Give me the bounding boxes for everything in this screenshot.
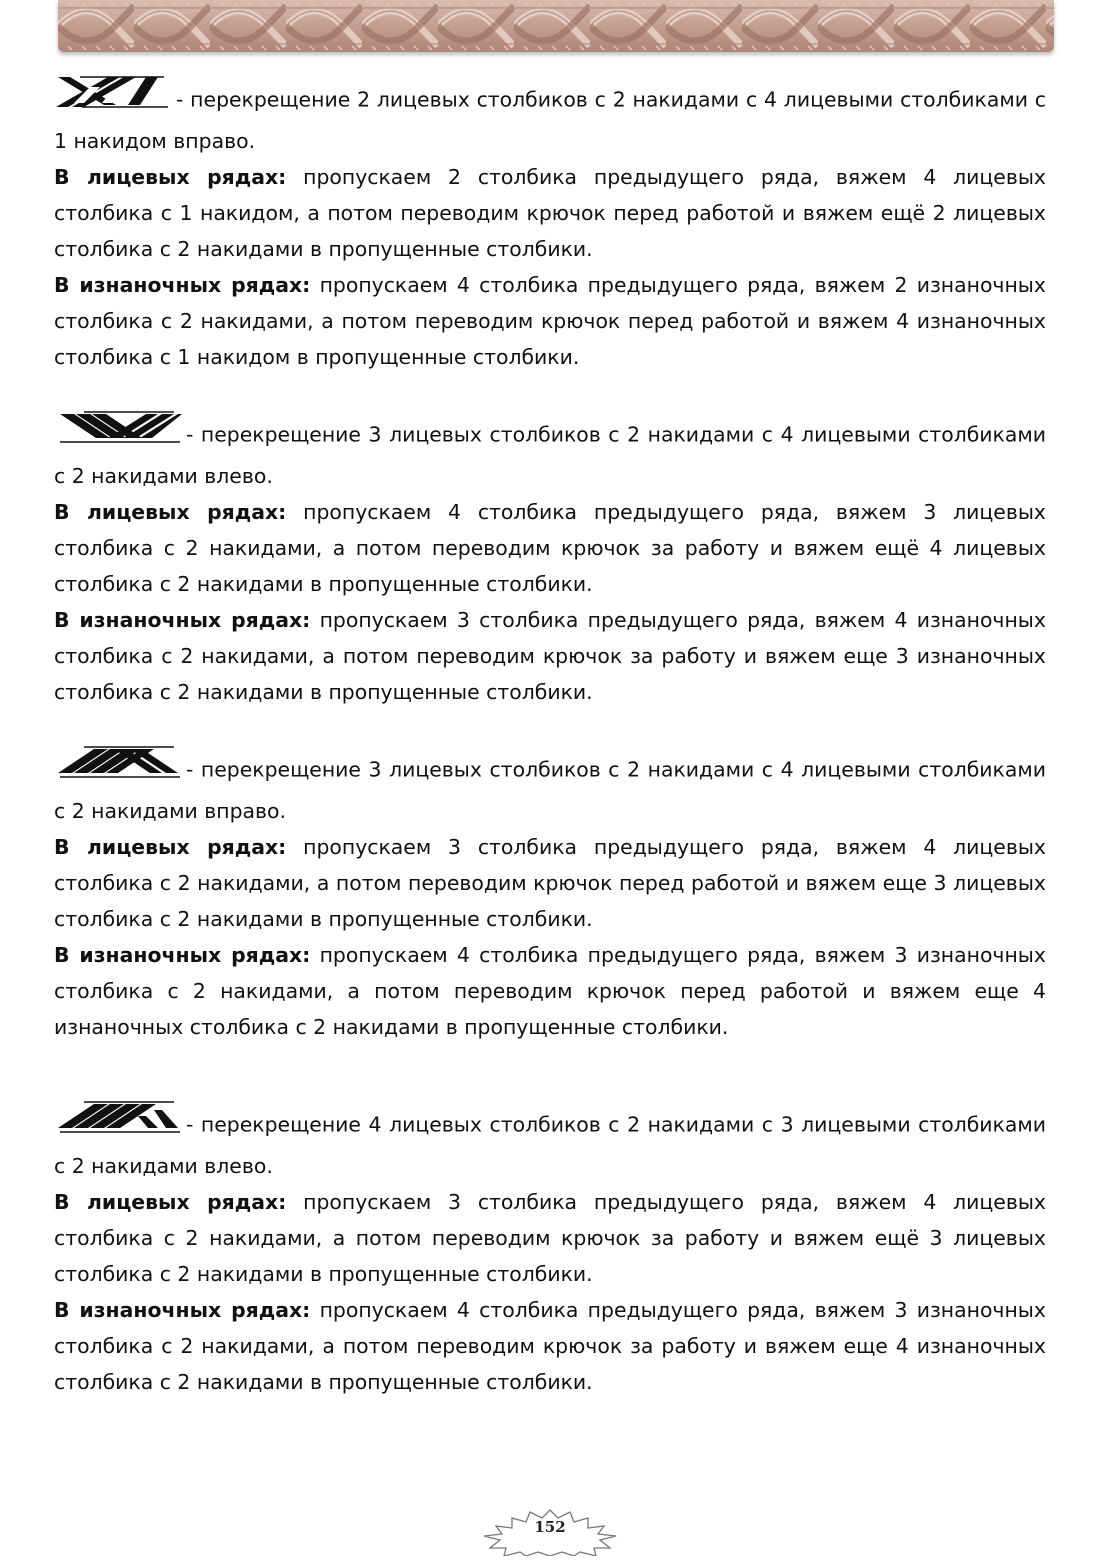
section-4-face-rows: В лицевых рядах: пропускаем 3 столбика предыдущего ряда, вяжем 4 лицевых столбика с 2 накидами, а потом переводим крючок за работу и вяжем ещё 3 лицевых столбика с 2 накидами в пропущенные столбики.	[54, 1190, 1046, 1286]
section-4-back-rows: В изнаночных рядах: пропускаем 4 столбика предыдущего ряда, вяжем 3 изнаночных столбика с 2 накидами, а потом переводим крючок за работу и вяжем еще 4 изнаночных столбика с 2 накидами в пропущенные столбики.	[54, 1298, 1046, 1394]
page-number: 152	[534, 1518, 566, 1536]
face-rows-label: В лицевых рядах:	[54, 835, 287, 859]
section-3-intro	[54, 748, 1046, 829]
face-rows-label: В лицевых рядах:	[54, 1190, 287, 1214]
back-rows-label: В изнаночных рядах:	[54, 608, 311, 632]
cable-knit-banner	[58, 0, 1054, 52]
cross-4over3-left-icon	[54, 1100, 182, 1145]
section-1-face-rows: В лицевых рядах: пропускаем 2 столбика предыдущего ряда, вяжем 4 лицевых столбика с 1 накидом, а потом переводим крючок перед работой и вяжем ещё 2 лицевых столбика с 2 накидами в пропущенные столбики.	[54, 165, 1046, 261]
cable-knit-pattern	[58, 0, 1054, 52]
back-rows-label: В изнаночных рядах:	[54, 1298, 311, 1322]
section-1-back-rows: В изнаночных рядах: пропускаем 4 столбика предыдущего ряда, вяжем 2 изнаночных столбика с 2 накидами, а потом переводим крючок перед работой и вяжем 4 изнаночных столбика с 1 накидом в пропущенные столбики.	[54, 273, 1046, 369]
document-body	[54, 78, 1046, 1400]
section-4-intro-text: - перекрещение 4 лицевых столбиков с 2 накидами с 3 лицевыми столбиками с 2 накидами влево.	[54, 1112, 1046, 1178]
back-rows-label: В изнаночных рядах:	[54, 273, 311, 297]
section-3-back-rows: В изнаночных рядах: пропускаем 4 столбика предыдущего ряда, вяжем 3 изнаночных столбика с 2 накидами, а потом переводим крючок перед работой и вяжем еще 4 изнаночных столбика с 2 накидами в пропущенные столбики.	[54, 943, 1046, 1039]
section-1-intro-text: - перекрещение 2 лицевых столбиков с 2 накидами с 4 лицевыми столбиками с 1 накидом вправо.	[54, 87, 1046, 153]
cross-2over4-right-icon	[54, 75, 172, 120]
cross-3over4-left-icon	[54, 410, 182, 455]
face-rows-label: В лицевых рядах:	[54, 165, 287, 189]
section-2-back-rows: В изнаночных рядах: пропускаем 3 столбика предыдущего ряда, вяжем 4 изнаночных столбика с 2 накидами, а потом переводим крючок за работу и вяжем еще 3 изнаночных столбика с 2 накидами в пропущенные столбики.	[54, 608, 1046, 704]
back-rows-label: В изнаночных рядах:	[54, 943, 311, 967]
cross-3over4-right-icon	[54, 745, 182, 790]
face-rows-label: В лицевых рядах:	[54, 500, 287, 524]
section-2-intro-text: - перекрещение 3 лицевых столбиков с 2 накидами с 4 лицевыми столбиками с 2 накидами влево.	[54, 422, 1046, 488]
section-2-intro	[54, 413, 1046, 494]
section-3-face-rows: В лицевых рядах: пропускаем 3 столбика предыдущего ряда, вяжем 4 лицевых столбика с 2 накидами, а потом переводим крючок перед работой и вяжем еще 3 лицевых столбика с 2 накидами в пропущенные столбики.	[54, 835, 1046, 931]
page-number-badge	[478, 1508, 622, 1556]
section-3-intro-text: - перекрещение 3 лицевых столбиков с 2 накидами с 4 лицевыми столбиками с 2 накидами вправо.	[54, 757, 1046, 823]
section-1-intro	[54, 78, 1046, 159]
section-4-intro	[54, 1103, 1046, 1184]
section-2-face-rows: В лицевых рядах: пропускаем 4 столбика предыдущего ряда, вяжем 3 лицевых столбика с 2 накидами, а потом переводим крючок за работу и вяжем ещё 4 лицевых столбика с 2 накидами в пропущенные столбики.	[54, 500, 1046, 596]
